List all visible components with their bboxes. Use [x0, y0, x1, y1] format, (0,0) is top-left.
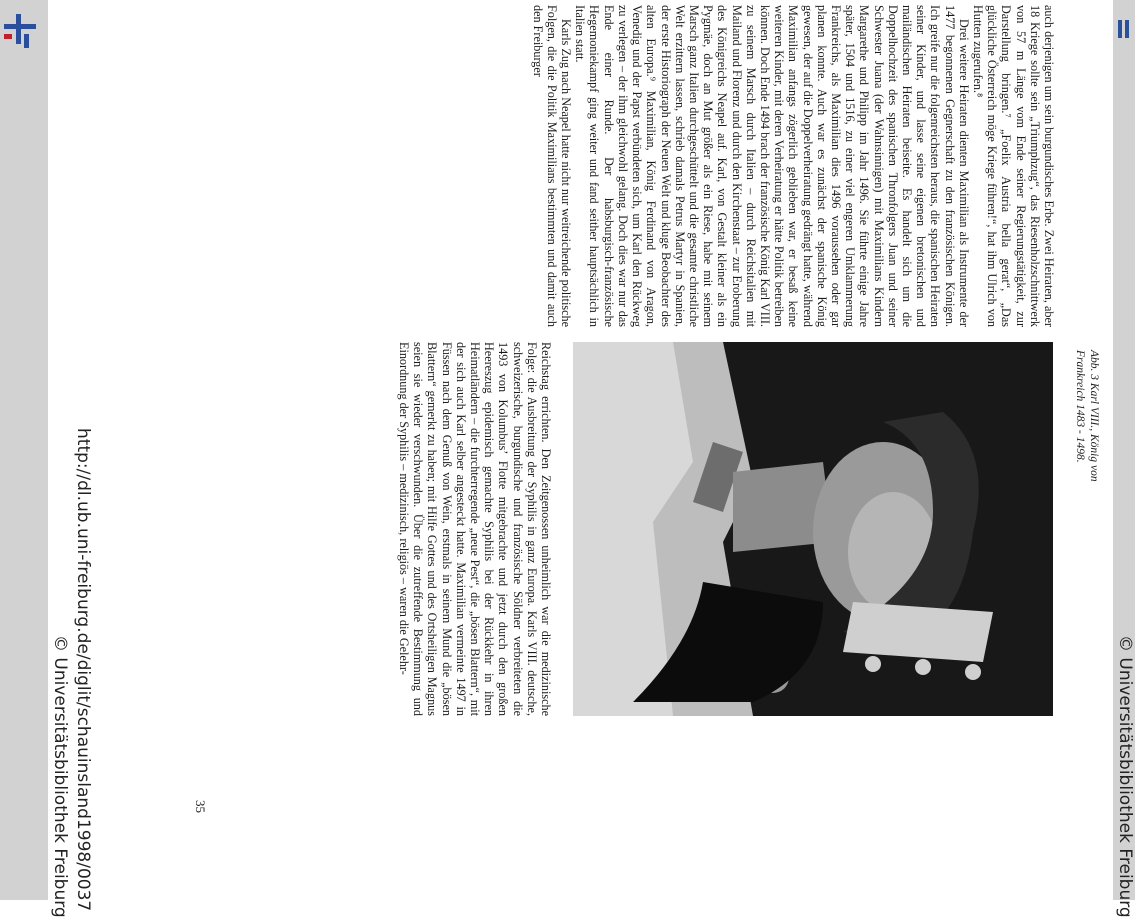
- page-number: 35: [193, 800, 208, 813]
- portrait-image: [573, 342, 1053, 716]
- caption-line: Frankreich 1483 - 1498.: [1074, 350, 1086, 463]
- portrait-karl-viii-icon: [573, 342, 1053, 716]
- figure-caption: [1073, 350, 1101, 610]
- paragraph: Drei weitere Heiraten dienten Maximilian als Instrumente der 1477 begonnenen Gegnerschaft zu den französischen Königen. Ich greife nur die folgenreichsten heraus, die spanischen Heiraten seiner Kinder, und lasse seine eigenen bretonischen und mailändischen Heiraten beiseite. Es handelt sich um die Doppelhochzeit des spanischen Thronfolgers Juan und seiner Schwester Juana (der Wahnsinnigen) mit Maximilians Kindern Margarethe und Philipp im Jahr 1496. Sie führte einige Jahre später, 1504 und 1516, zu einer viel engeren Umklammerung Frankreichs, als Maximilian dies 1496 voraussehen oder gar planen konnte. Auch war es zunächst der spanische König gewesen, der auf die Doppelverheiratung gedrängt hatte, während Maximilian anfangs zögerlich geblieben war, er besaß keine weiteren Kinder, mit deren Verheiratung er hätte Politik betreiben können. Doch Ende 1494 brach der französische König Karl VIII. zu seinem Marsch durch Italien – durch Reichsitalien mit Mailand und Florenz und durch den Kirchenstaat – zur Eroberung des Königreichs Neapel auf. Karl, von Gestalt kleiner als ein Pygmäe, doch an Mut größer als ein Riese, habe mit seinem Marsch ganz Italien durchgeschüttelt und die gesamte christliche Welt erzittern lassen, schrieb damals Petrus Martyr in Spanien, der erste Historiograph der Neuen Welt und kluge Beobachter des alten Europa.⁹ Maximilian, König Ferdinand von Aragon, Venedig und der Papst verbündeten sich, um Karl den Rückweg zu verlegen – der ihm gleichwohl gelang. Doch dies war nur das Ende einer Runde. Der habsburgisch-französische Hegemoniekampf ging weiter und fand seither hauptsächlich in Italien statt.: [573, 5, 971, 327]
- caption-line: Abb. 3 Karl VIII., König von: [1088, 350, 1100, 482]
- paragraph: auch derjenigen um sein burgundisches Erbe. Zwei Heiraten, aber 18 Kriege sollte sein „Triumphzug“, das Riesenholzschnittwerk von 57 m Länge vom Ende seiner Regierungstätigkeit, zur Darstellung bringen.⁷ „Foelix Austria bella gerat“, „Das glückliche Österreich möge Kriege führen!“, hat ihm Ulrich von Hutten zugerufen.⁸: [970, 5, 1056, 327]
- copyright-notice-left: © Universitätsbibliothek Freiburg: [50, 635, 70, 918]
- paragraph: Reichstag errichten. Den Zeitgenossen unheimlich war die medizinische Folge: die Ausbreitung der Syphilis in ganz Europa. Karls VIII. deutsche, schweizerische, burgundische und französische Söldner verbreiteten die 1493 von Kolumbus’ Flotte mitgebrachte und jetzt durch den großen Heereszug epidemisch gemachte Syphilis bei der Rückkehr in ihren Heimatländern – die furchterregende „neue Pest“, die „bösen Blattern“, mit der sich auch Karl selber angesteckt hatte. Maximilian vermeinte 1497 in Füssen nach dem Genuß von Wein, erstmals in seinem Mund die „bösen Blattern“ gemerkt zu haben; mit Hilfe Gottes und des Ortsheiligen Magnus seien sie wieder verschwunden. Über die zutreffende Bestimmung und Einordnung der Syphilis – medizinisch, religiös – waren die Gelehr-: [396, 342, 553, 716]
- copyright-notice-right: © Universitätsbibliothek Freiburg: [1115, 635, 1135, 918]
- scanned-page: [48, 0, 1135, 918]
- library-logo-right-icon: [1118, 20, 1130, 40]
- permalink-url[interactable]: http://dl.ub.uni-freiburg.de/diglit/schauinsland1998/0037: [73, 428, 93, 912]
- viewer-left-band: [0, 0, 48, 900]
- library-logo-icon: [0, 10, 40, 54]
- paragraph: Karls Zug nach Neapel hatte nicht nur weitreichende politische Folgen, die die Politik Maximilians bestimmten und damit auch den Freiburger: [530, 5, 574, 327]
- text-column-left: [530, 5, 1056, 327]
- text-column-right: [397, 342, 553, 716]
